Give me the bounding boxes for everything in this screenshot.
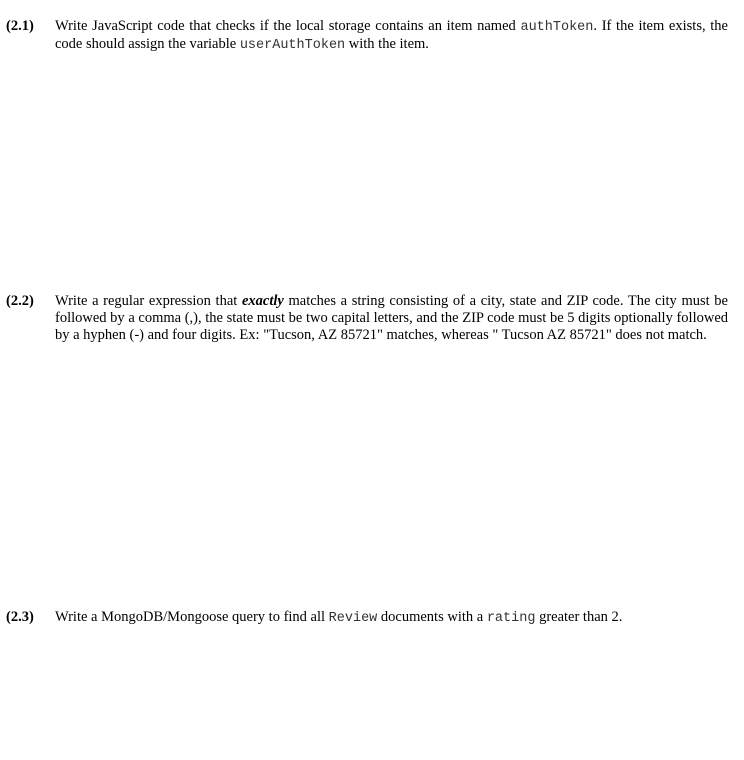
question-text	[55, 293, 728, 344]
question-text-part: Write a MongoDB/Mongoose query to find all	[55, 609, 329, 625]
code-term-userauthtoken: userAuthToken	[239, 38, 346, 53]
question-2-1	[6, 18, 728, 54]
question-2-3	[6, 609, 728, 627]
question-text-part: documents with a	[377, 609, 487, 625]
question-number: (2.1)	[6, 18, 34, 34]
question-text-part: . If the item exists, the code should assign the variable	[55, 18, 728, 52]
question-text-part: Write JavaScript code that checks if the local storage contains an item named	[55, 18, 521, 34]
question-text-part: with the item.	[345, 36, 429, 52]
emphasized-term: exactly	[241, 293, 284, 309]
question-text-part: greater than 2.	[535, 609, 623, 625]
question-text	[55, 18, 728, 54]
code-term-review: Review	[328, 611, 378, 626]
question-2-2	[6, 293, 728, 344]
question-text	[55, 609, 728, 627]
question-number: (2.3)	[6, 609, 34, 625]
code-term-authtoken: authToken	[520, 20, 594, 35]
question-text-part: Write a regular expression that	[55, 293, 242, 309]
code-term-rating: rating	[486, 611, 536, 626]
question-text-part: matches a string consisting of a city, state and ZIP code. The city must be followed by a comma (,), the state must be two capital letters, and the ZIP code must be 5 digits optionally followed by a hyphen (-) and four digits. Ex: "Tucson, AZ 85721" matches, whereas " Tucson AZ 85721" does not match.	[55, 293, 728, 343]
question-number: (2.2)	[6, 293, 34, 309]
